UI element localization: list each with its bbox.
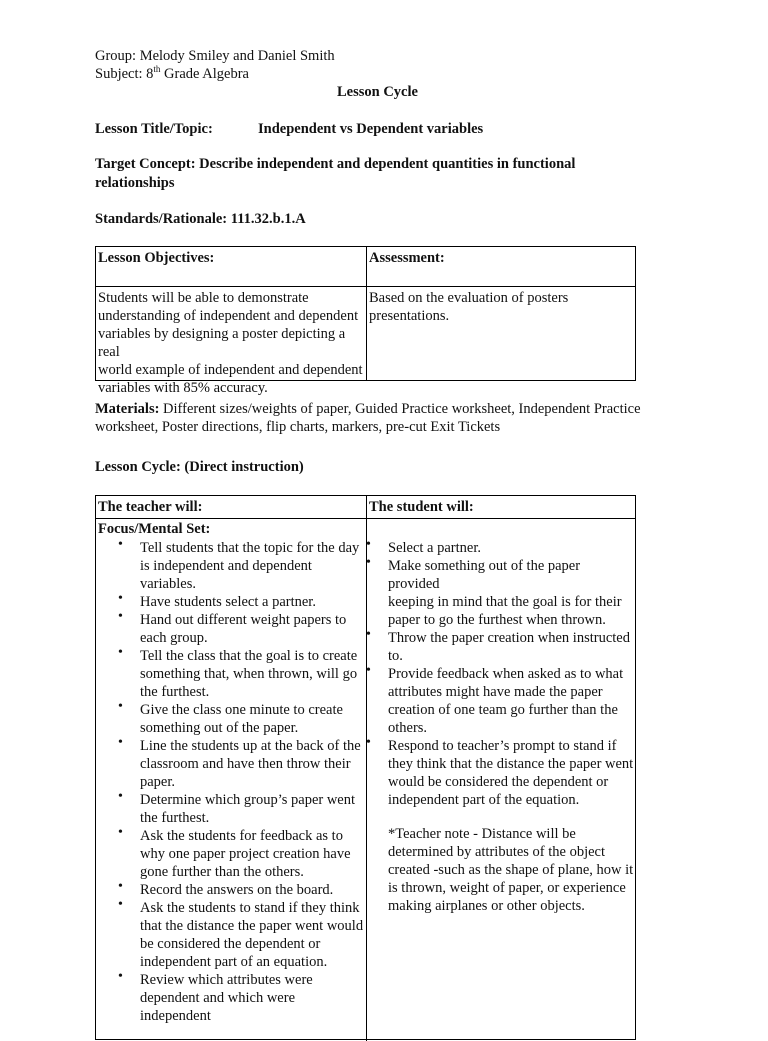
list-item <box>116 593 366 611</box>
item-line: Tell students that the topic for the day <box>140 540 360 556</box>
list-item <box>116 647 366 701</box>
objective-line: variables with 85% accuracy. <box>98 380 268 396</box>
bullet-icon: • <box>118 591 123 606</box>
bullet-icon: • <box>366 537 371 552</box>
subject-line <box>95 65 249 83</box>
item-line: keeping in mind that the goal is for their <box>388 594 622 610</box>
objective-line: understanding of independent and dependent <box>98 308 359 324</box>
list-item <box>364 629 635 665</box>
bullet-icon: • <box>118 537 123 552</box>
objectives-table-header-rule <box>96 286 635 287</box>
materials-text-1: Different sizes/weights of paper, Guided Practice worksheet, Independent Practice <box>159 401 641 417</box>
document-title: Lesson Cycle <box>337 84 418 100</box>
item-line: Select a partner. <box>388 540 481 556</box>
subject-prefix: Subject: 8 <box>95 66 154 82</box>
bullet-icon: • <box>118 645 123 660</box>
item-line: classroom and have then throw their <box>140 756 351 772</box>
list-item <box>364 539 635 557</box>
item-line: Make something out of the paper provided <box>388 558 581 592</box>
item-line: Line the students up at the back of the <box>140 738 361 754</box>
materials-label: Materials: <box>95 401 160 417</box>
item-line: attributes might have made the paper <box>388 684 603 700</box>
item-line: be considered the dependent or <box>140 936 321 952</box>
standards-line: Standards/Rationale: 111.32.b.1.A <box>95 211 306 227</box>
assessment-header: Assessment: <box>369 250 445 266</box>
assessment-line: Based on the evaluation of posters <box>369 290 569 306</box>
item-line: the furthest. <box>140 810 210 826</box>
assessment-line: presentations. <box>369 308 450 324</box>
list-item <box>364 665 635 737</box>
list-item <box>116 827 366 881</box>
item-line: Tell the class that the goal is to create <box>140 648 358 664</box>
lesson-cycle-table <box>95 495 636 1040</box>
group-line: Group: Melody Smiley and Daniel Smith <box>95 48 335 64</box>
bullet-icon: • <box>366 735 371 750</box>
list-item <box>116 737 366 791</box>
lesson-title-value: Independent vs Dependent variables <box>258 121 484 137</box>
list-item <box>116 899 366 971</box>
bullet-icon: • <box>118 879 123 894</box>
lesson-title-row <box>95 120 655 138</box>
list-item <box>116 881 366 899</box>
item-line: would be considered the dependent or <box>388 774 609 790</box>
bullet-icon: • <box>118 789 123 804</box>
bullet-icon: • <box>118 969 123 984</box>
list-item <box>116 611 366 647</box>
target-concept-line-1: Target Concept: Describe independent and dependent quantities in functional <box>95 156 576 172</box>
list-item <box>116 701 366 737</box>
item-line: paper. <box>140 774 176 790</box>
objective-line: variables by designing a poster depicting a real <box>98 326 346 360</box>
lesson-cycle-heading: Lesson Cycle: (Direct instruction) <box>95 459 304 475</box>
teacher-note-line: *Teacher note - Distance will be <box>388 826 576 842</box>
item-line: independent <box>140 1008 211 1024</box>
cycle-table-header-rule <box>96 518 635 519</box>
materials-line-1 <box>95 400 641 418</box>
item-line: they think that the distance the paper went <box>388 756 634 772</box>
item-line: Ask the students to stand if they think <box>140 900 360 916</box>
item-line: others. <box>388 720 428 736</box>
item-line: gone further than the others. <box>140 864 304 880</box>
teacher-header: The teacher will: <box>98 499 203 515</box>
list-item <box>116 971 366 1025</box>
bullet-icon: • <box>118 699 123 714</box>
item-line: each group. <box>140 630 208 646</box>
item-line: Respond to teacher’s prompt to stand if <box>388 738 617 754</box>
bullet-icon: • <box>118 609 123 624</box>
objectives-header: Lesson Objectives: <box>98 250 215 266</box>
item-line: Have students select a partner. <box>140 594 316 610</box>
focus-label: Focus/Mental Set: <box>98 521 211 537</box>
target-concept-line-2: relationships <box>95 175 175 191</box>
bullet-icon: • <box>366 663 371 678</box>
item-line: Hand out different weight papers to <box>140 612 347 628</box>
item-line: Give the class one minute to create <box>140 702 343 718</box>
subject-superscript: th <box>153 64 161 75</box>
student-list <box>364 539 635 809</box>
item-line: independent part of the equation. <box>388 792 580 808</box>
student-header: The student will: <box>369 499 474 515</box>
teacher-note-line: is thrown, weight of paper, or experience <box>388 880 626 896</box>
subject-suffix: Grade Algebra <box>160 66 249 82</box>
teacher-list-container <box>116 539 366 1025</box>
bullet-icon: • <box>118 735 123 750</box>
item-line: something that, when thrown, will go <box>140 666 358 682</box>
teacher-note-line: determined by attributes of the object <box>388 844 606 860</box>
item-line: Review which attributes were <box>140 972 313 988</box>
teacher-note <box>364 825 635 915</box>
teacher-note-line: making airplanes or other objects. <box>388 898 585 914</box>
lesson-title-label: Lesson Title/Topic: <box>95 121 213 137</box>
item-line: dependent and which were <box>140 990 296 1006</box>
bullet-icon: • <box>118 825 123 840</box>
list-item <box>364 737 635 809</box>
item-line: independent part of an equation. <box>140 954 328 970</box>
item-line: that the distance the paper went would <box>140 918 364 934</box>
item-line: Record the answers on the board. <box>140 882 334 898</box>
objective-line: world example of independent and dependent <box>98 362 363 378</box>
teacher-list <box>116 539 366 1025</box>
bullet-icon: • <box>366 627 371 642</box>
item-line: Ask the students for feedback as to <box>140 828 343 844</box>
item-line: variables. <box>140 576 196 592</box>
list-item <box>116 791 366 827</box>
objectives-cell <box>98 289 366 397</box>
objectives-table-divider <box>366 247 367 380</box>
item-line: paper to go the furthest when thrown. <box>388 612 606 628</box>
item-line: Determine which group’s paper went <box>140 792 356 808</box>
item-line: Provide feedback when asked as to what <box>388 666 624 682</box>
materials-line-2: worksheet, Poster directions, flip charts, markers, pre-cut Exit Tickets <box>95 419 501 435</box>
item-line: the furthest. <box>140 684 210 700</box>
list-item <box>116 539 366 593</box>
objectives-table <box>95 246 636 396</box>
assessment-cell <box>369 289 633 325</box>
bullet-icon: • <box>118 897 123 912</box>
item-line: Throw the paper creation when instructed <box>388 630 630 646</box>
student-list-container <box>364 539 635 915</box>
objective-line: Students will be able to demonstrate <box>98 290 309 306</box>
item-line: is independent and dependent <box>140 558 312 574</box>
bullet-icon: • <box>366 555 371 570</box>
item-line: why one paper project creation have <box>140 846 351 862</box>
item-line: to. <box>388 648 403 664</box>
item-line: creation of one team go further than the <box>388 702 618 718</box>
item-line: something out of the paper. <box>140 720 299 736</box>
list-item <box>364 557 635 629</box>
teacher-note-line: created -such as the shape of plane, how it <box>388 862 634 878</box>
